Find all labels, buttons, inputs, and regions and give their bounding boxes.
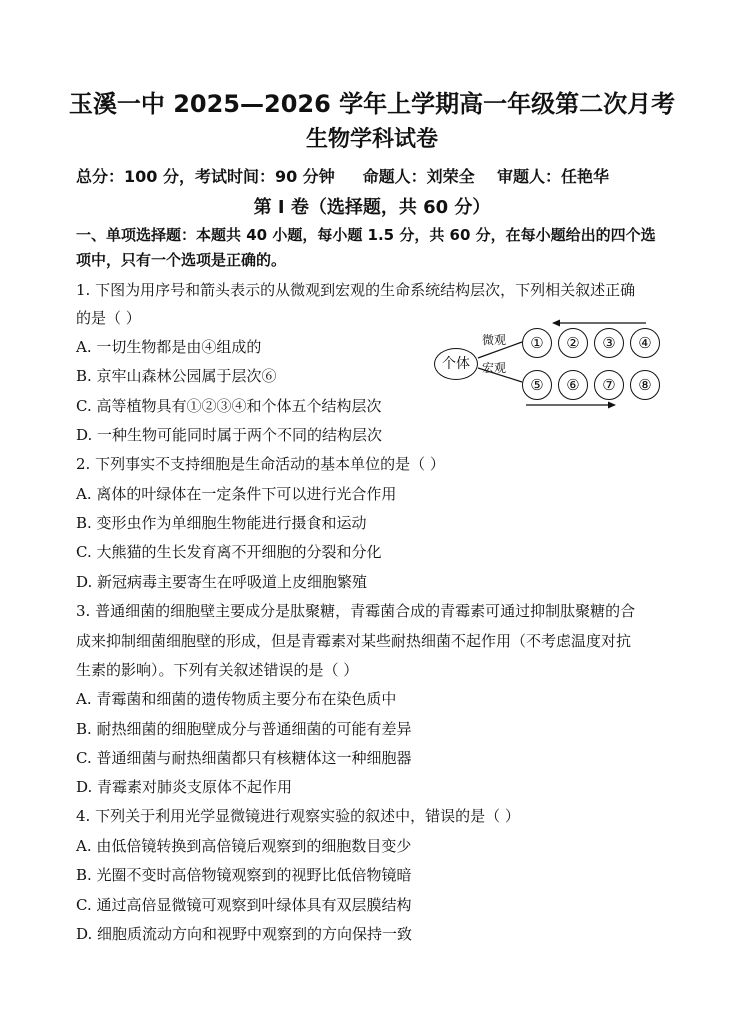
- question-2-option-d: D. 新冠病毒主要寄生在呼吸道上皮细胞繁殖: [76, 573, 368, 591]
- exam-title: 玉溪一中 2025—2026 学年上学期高一年级第二次月考: [68, 90, 676, 118]
- level-node-3: ③: [594, 328, 624, 358]
- question-4-option-d: D. 细胞质流动方向和视野中观察到的方向保持一致: [76, 925, 413, 943]
- micro-label: 微观: [482, 333, 507, 347]
- level-node-5: ⑤: [522, 370, 552, 400]
- level-node-6: ⑥: [558, 370, 588, 400]
- question-3-option-d: D. 青霉素对肺炎支原体不起作用: [76, 778, 293, 796]
- question-4-option-c: C. 通过高倍显微镜可观察到叶绿体具有双层膜结构: [76, 896, 412, 914]
- level-node-2: ②: [558, 328, 588, 358]
- question-4-option-b: B. 光圈不变时高倍物镜观察到的视野比低倍物镜暗: [76, 866, 412, 884]
- question-1-stem-line-2: 的是（ ）: [76, 309, 141, 327]
- section-title: 第 I 卷（选择题，共 60 分）: [253, 197, 491, 218]
- question-4-stem-line-1: 4. 下列关于利用光学显微镜进行观察实验的叙述中，错误的是（ ）: [76, 807, 520, 825]
- question-1-option-c: C. 高等植物具有①②③④和个体五个结构层次: [76, 397, 382, 415]
- instructions-line-1: 一、单项选择题：本题共 40 小题，每小题 1.5 分，共 60 分，在每小题给出的四个选: [76, 226, 656, 244]
- question-4-option-a: A. 由低倍镜转换到高倍镜后观察到的细胞数目变少: [76, 837, 412, 855]
- life-system-levels-diagram: [434, 318, 666, 412]
- question-1-option-a: A. 一切生物都是由④组成的: [76, 338, 262, 356]
- question-2-option-a: A. 离体的叶绿体在一定条件下可以进行光合作用: [76, 485, 397, 503]
- question-1-option-d: D. 一种生物可能同时属于两个不同的结构层次: [76, 426, 383, 444]
- exam-subject-title: 生物学科试卷: [305, 127, 438, 152]
- question-2-option-b: B. 变形虫作为单细胞生物能进行摄食和运动: [76, 514, 367, 532]
- question-1-stem-line-1: 1. 下图为用序号和箭头表示的从微观到宏观的生命系统结构层次，下列相关叙述正确: [76, 281, 636, 299]
- instructions-line-2: 项中，只有一个选项是正确的。: [76, 251, 287, 269]
- exam-info: 总分：100 分，考试时间：90 分钟 命题人：刘荣全 审题人：任艳华: [76, 167, 609, 186]
- individual-node: 个体: [434, 348, 478, 380]
- question-3-option-a: A. 青霉菌和细菌的遗传物质主要分布在染色质中: [76, 690, 397, 708]
- question-2-stem-line-1: 2. 下列事实不支持细胞是生命活动的基本单位的是（ ）: [76, 455, 445, 473]
- question-1-option-b: B. 京牢山森林公园属于层次⑥: [76, 367, 277, 385]
- question-3-stem-line-1: 3. 普通细菌的细胞壁主要成分是肽聚糖，青霉菌合成的青霉素可通过抑制肽聚糖的合: [76, 602, 636, 620]
- question-3-stem-line-2: 成来抑制细菌细胞壁的形成，但是青霉素对某些耐热细菌不起作用（不考虑温度对抗: [76, 632, 632, 650]
- question-3-option-b: B. 耐热细菌的细胞壁成分与普通细菌的可能有差异: [76, 720, 412, 738]
- bottom-arrow-head: [608, 402, 616, 409]
- level-node-1: ①: [522, 328, 552, 358]
- level-node-7: ⑦: [594, 370, 624, 400]
- macro-label: 宏观: [482, 361, 507, 375]
- question-2-option-c: C. 大熊猫的生长发育离不开细胞的分裂和分化: [76, 543, 382, 561]
- question-3-option-c: C. 普通细菌与耐热细菌都只有核糖体这一种细胞器: [76, 749, 412, 767]
- level-node-4: ④: [630, 328, 660, 358]
- level-node-8: ⑧: [630, 370, 660, 400]
- question-3-stem-line-3: 生素的影响）。下列有关叙述错误的是（ ）: [76, 661, 359, 679]
- top-arrow-head: [552, 320, 560, 327]
